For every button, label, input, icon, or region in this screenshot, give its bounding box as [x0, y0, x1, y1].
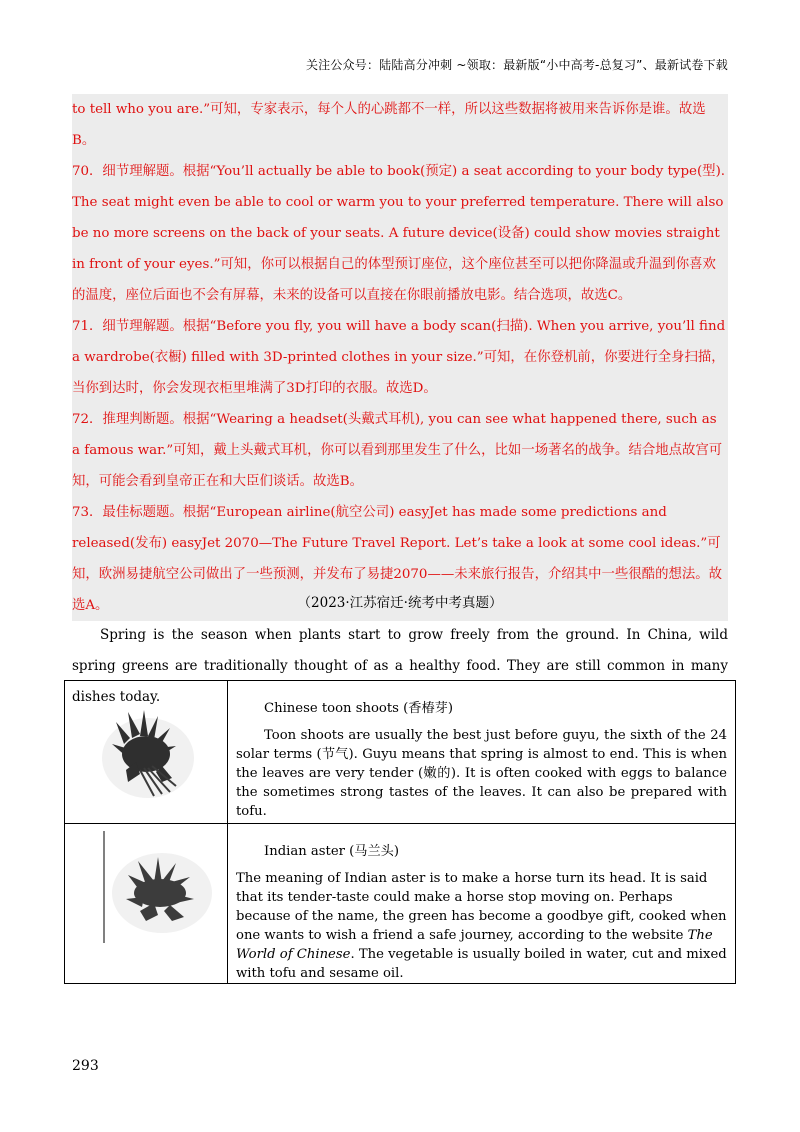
indian-aster-image	[66, 825, 226, 953]
exam-source: （2023·江苏宿迁·统考中考真题）	[297, 595, 503, 611]
answer-paragraph: 70．细节理解题。根据“You’ll actually be able to book(预定) a seat according to your body type(型). The seat might even be able to cool or warm you to your preferred temperature. There will also be no more screens on the back of your seats. A future device(设备) could show movies straight in front of your eyes.”可知，你可以根据自己的体型预订座位，这个座位甚至可以把你降温或升温到你喜欢的温度，座位后面也不会有屏幕，未来的设备可以直接在你眼前播放电影。结合选项，故选C。	[72, 164, 726, 303]
indian-aster-image-cell	[65, 824, 228, 984]
answer-paragraph: to tell who you are.”可知，专家表示，每个人的心跳都不一样，所以这些数据将被用来告诉你是谁。故选B。	[72, 102, 706, 148]
indian-aster-text-cell	[228, 824, 736, 984]
toon-shoots-image-cell	[65, 681, 228, 824]
table-row	[65, 824, 736, 984]
answer-paragraph: 71．细节理解题。根据“Before you fly, you will have a body scan(扫描). When you arrive, you’ll find a wardrobe(衣橱) filled with 3D-printed clothes in your size.”可知，在你登机前，你要进行全身扫描，当你到达时，你会发现衣柜里堆满了3D打印的衣服。故选D。	[72, 319, 726, 396]
answer-paragraph: 73．最佳标题题。根据“European airline(航空公司) easyJet has made some predictions and released(发布) easyJet 2070—The Future Travel Report. Let’s take a look at some cool ideas.”可知，欧洲易捷航空公司做出了一些预测，并发布了易捷2070——未来旅行报告，介绍其中一些很酷的想法。故选A。	[72, 505, 723, 613]
table-row	[65, 681, 736, 824]
description-text: The meaning of Indian aster is to make a horse turn its head. It is said that its tender-taste could make a horse stop moving on. Perhaps because of the name, the green has become a goodbye gift, cooked when one wants to wish a friend a safe journey, according to the website	[236, 871, 727, 943]
green-name: Indian aster (马兰头)	[264, 844, 399, 859]
toon-shoots-image	[66, 682, 226, 818]
website-title: The World of Chinese	[236, 928, 713, 962]
description-text: . The vegetable is usually boiled in water, cut and mixed with tofu and sesame oil.	[236, 947, 727, 981]
page-number: 293	[72, 1058, 99, 1074]
spring-greens-table	[64, 680, 736, 984]
green-description	[236, 869, 727, 983]
green-description: Toon shoots are usually the best just before guyu, the sixth of the 24 solar terms (节气). Guyu means that spring is almost to end. This is when the leaves are very tender (嫩的). It is often cooked with eggs to balance the sometimes strong tastes of the leaves. It can also be prepared with tofu.	[236, 728, 727, 819]
passage-intro: Spring is the season when plants start to grow freely from the ground. In China, wild spring greens are traditionally thought of as a healthy food. They are still common in many dishes today.	[72, 627, 728, 705]
green-name: Chinese toon shoots (香椿芽)	[264, 701, 453, 716]
toon-shoots-text-cell	[228, 681, 736, 824]
answer-paragraph: 72．推理判断题。根据“Wearing a headset(头戴式耳机), you can see what happened there, such as a famous war.”可知，戴上头戴式耳机，你可以看到那里发生了什么，比如一场著名的战争。结合地点故宫可知，可能会看到皇帝正在和大臣们谈话。故选B。	[72, 412, 723, 489]
page-header: 关注公众号：陆陆高分冲刺 ~领取：最新版“小中高考-总复习”、最新试卷下载	[305, 58, 728, 72]
answer-explanations	[72, 94, 728, 621]
